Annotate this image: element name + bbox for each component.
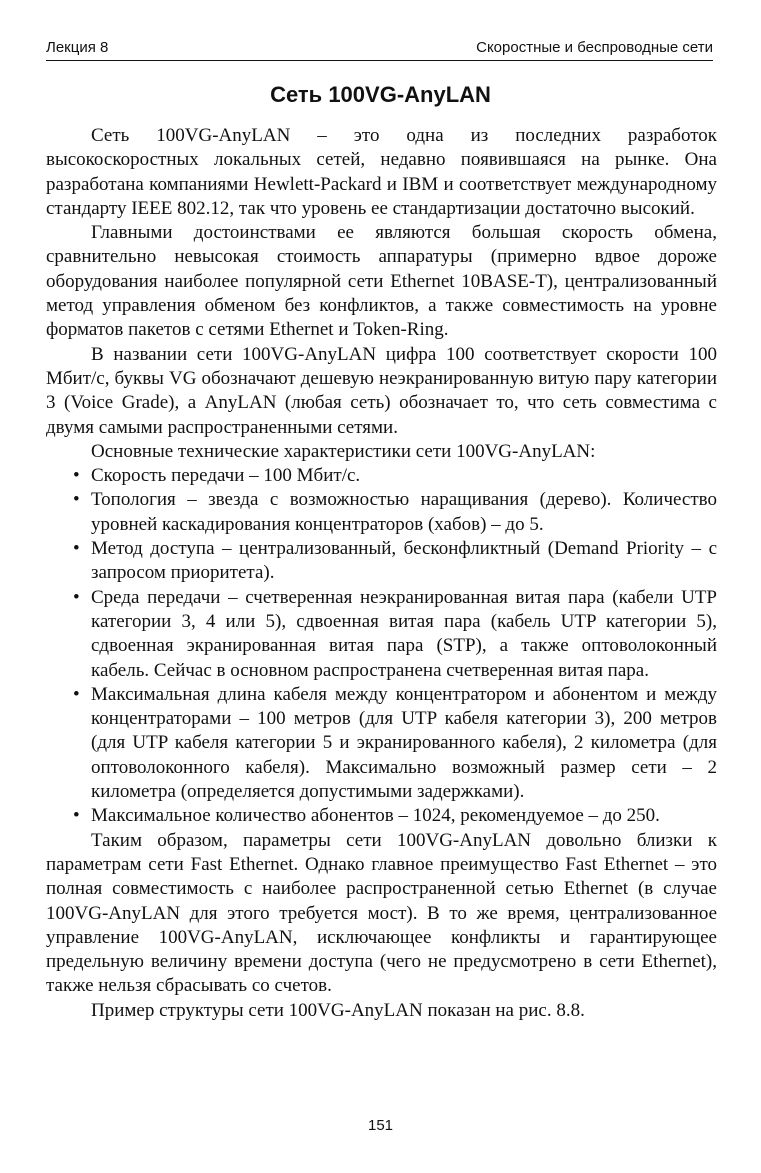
list-item-text: Среда передачи – счетверенная неэкранированная витая пара (кабели UTP категории 3, 4 или 5), сдвоенная витая пара (кабель UTP категории 5), сдвоенная экранированная витая пара (STP), а также оптоволоконный кабель. Сейчас в основном распространена счетверенная витая пара.	[91, 586, 717, 681]
list-item	[46, 804, 717, 828]
list-item	[46, 488, 717, 537]
main-text	[46, 124, 717, 1023]
list-item-text: Топология – звезда с возможностью наращивания (дерево). Количество уровней каскадирования концентраторов (хабов) – до 5.	[91, 489, 717, 535]
list-item-text: Максимальное количество абонентов – 1024, рекомендуемое – до 250.	[91, 805, 660, 827]
paragraph: Пример структуры сети 100VG-AnyLAN показан на рис. 8.8.	[91, 999, 585, 1021]
lecture-label: Лекция 8	[46, 39, 109, 56]
running-header	[46, 36, 713, 61]
paragraph: В названии сети 100VG-AnyLAN цифра 100 соответствует скорости 100 Мбит/с, буквы VG обозначают дешевую неэкранированную витую пару категории 3 (Voice Grade), а AnyLAN (любая сеть) обозначает то, что сеть совместима с двумя самыми распространенными сетями.	[46, 343, 717, 438]
spec-list	[46, 464, 717, 828]
bullet-icon: •	[73, 465, 80, 487]
list-item-text: Метод доступа – централизованный, бесконфликтный (Demand Priority – с запросом приоритета).	[91, 538, 717, 584]
paragraph: Сеть 100VG-AnyLAN – это одна из последних разработок высокоскоростных локальных сетей, недавно появившаяся на рынке. Она разработана компаниями Hewlett-Packard и IBM и соответствует международному стандарту IEEE 802.12, так что уровень ее стандартизации достаточно высокий.	[46, 125, 717, 219]
list-item	[46, 683, 717, 804]
list-item-text: Скорость передачи – 100 Мбит/с.	[91, 465, 361, 487]
list-item	[46, 464, 717, 488]
section-title: Скоростные и беспроводные сети	[476, 39, 713, 56]
bullet-icon: •	[73, 683, 80, 705]
list-item	[46, 586, 717, 683]
paragraph: Таким образом, параметры сети 100VG-AnyLAN довольно близки к параметрам сети Fast Ethernet. Однако главное преимущество Fast Ethernet – это полная совместимость с наиболее распространенной сетью Ethernet (в случае 100VG-AnyLAN для этого требуется мост). В то же время, централизованное управление 100VG-AnyLAN, исключающее конфликты и гарантирующее предельную величину времени доступа (чего не предусмотрено в сети Ethernet), также нельзя сбрасывать со счетов.	[46, 829, 717, 997]
bullet-icon: •	[73, 586, 80, 608]
paragraph: Основные технические характеристики сети 100VG-AnyLAN:	[91, 440, 596, 462]
bullet-icon: •	[73, 805, 80, 827]
list-item-text: Максимальная длина кабеля между концентратором и абонентом и между концентраторами – 100 метров (для UTP кабеля категории 3), 200 метров (для UTP кабеля категории 5 и экранированного кабеля), 2 километра (для оптоволоконного кабеля). Максимально возможный размер сети – 2 километра (определяется допустимыми задержками).	[91, 683, 717, 803]
page-number: 151	[367, 1117, 394, 1134]
paragraph: Главными достоинствами ее являются большая скорость обмена, сравнительно невысокая стоимость аппаратуры (примерно вдвое дороже оборудования наиболее популярной сети Ethernet 10BASE-T), централизованный метод управления обменом без конфликтов, а также совместимость на уровне форматов пакетов с сетями Ethernet и Token-Ring.	[46, 222, 717, 341]
page-title: Сеть 100VG-AnyLAN	[270, 82, 491, 107]
bullet-icon: •	[73, 538, 80, 560]
bullet-icon: •	[73, 489, 80, 511]
list-item	[46, 537, 717, 586]
